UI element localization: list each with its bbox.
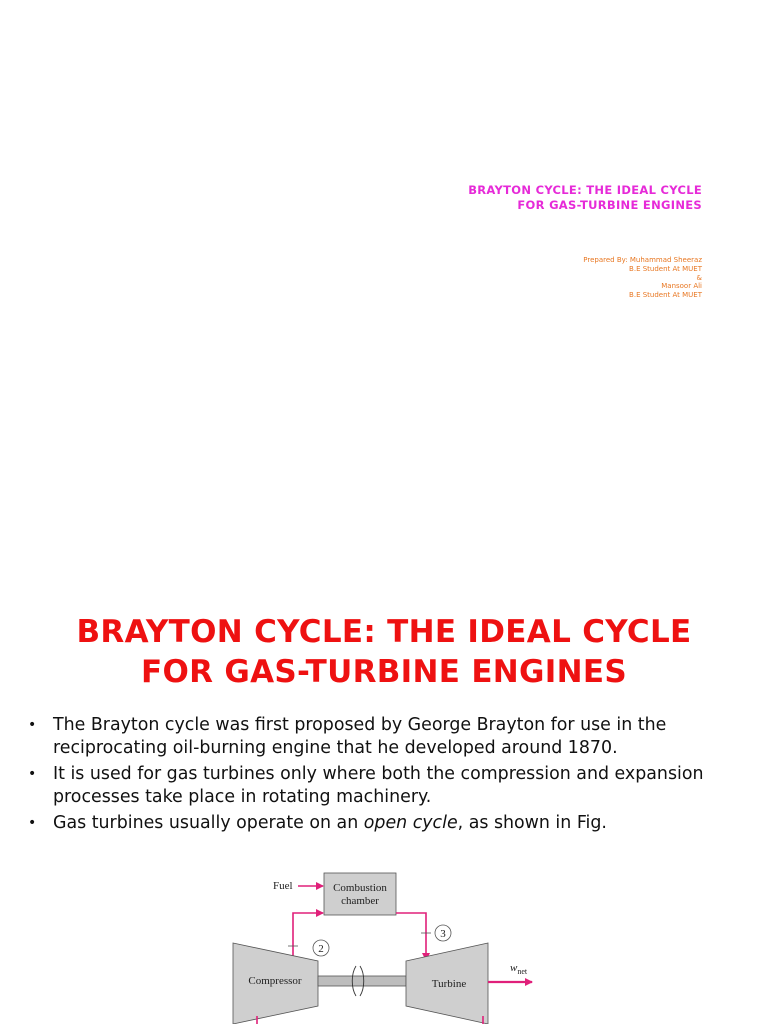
bullet-icon: • [28, 766, 37, 782]
fuel-label: Fuel [273, 880, 293, 892]
state-2-label: 2 [318, 943, 324, 955]
combustion-label-1: Combustion [333, 882, 387, 894]
slide2-title [0, 612, 768, 692]
bullet-list [28, 714, 748, 838]
work-label [510, 962, 528, 976]
compressor-label: Compressor [248, 975, 302, 987]
combustion-label-2: chamber [341, 895, 379, 907]
pipe-3 [396, 913, 426, 960]
turbine-label: Turbine [431, 978, 467, 990]
work-symbol: w [510, 962, 518, 974]
shaft [318, 976, 406, 986]
bullet-text-before: Gas turbines usually operate on an [53, 813, 364, 833]
bullet-text: The Brayton cycle was first proposed by George Brayton for use in the reciprocating oil-burning engine that he developed around 1870. [53, 715, 667, 758]
gas-turbine-diagram [225, 866, 545, 1024]
author-line: Prepared By: Muhammad Sheeraz [583, 256, 702, 264]
work-subscript: net [517, 967, 528, 976]
author-line: Mansoor Ali [661, 282, 702, 291]
bullet-item [28, 763, 748, 809]
slide1-title [468, 183, 702, 213]
bullet-item [28, 714, 748, 760]
author-line: & [696, 273, 702, 282]
combustion-chamber [324, 873, 396, 915]
slide2-title-line2: FOR GAS-TURBINE ENGINES [141, 654, 627, 690]
bullet-text-italic: open cycle [363, 813, 458, 833]
slide2-title-line1: BRAYTON CYCLE: THE IDEAL CYCLE [76, 614, 692, 650]
bullet-icon: • [28, 815, 37, 831]
author-line: B.E Student At MUET [629, 291, 702, 300]
slide1-title-line1: BRAYTON CYCLE: THE IDEAL CYCLE [468, 183, 702, 197]
bullet-text-after: , as shown in Fig. [457, 813, 607, 833]
bullet-text: It is used for gas turbines only where both the compression and expansion processes take place in rotating machinery. [53, 764, 704, 807]
bullet-icon: • [28, 717, 37, 733]
author-line: B.E Student At MUET [629, 264, 702, 273]
state-3-label: 3 [440, 928, 446, 940]
slide1-title-line2: FOR GAS-TURBINE ENGINES [517, 198, 702, 212]
author-block [583, 256, 702, 300]
bullet-item [28, 812, 748, 835]
